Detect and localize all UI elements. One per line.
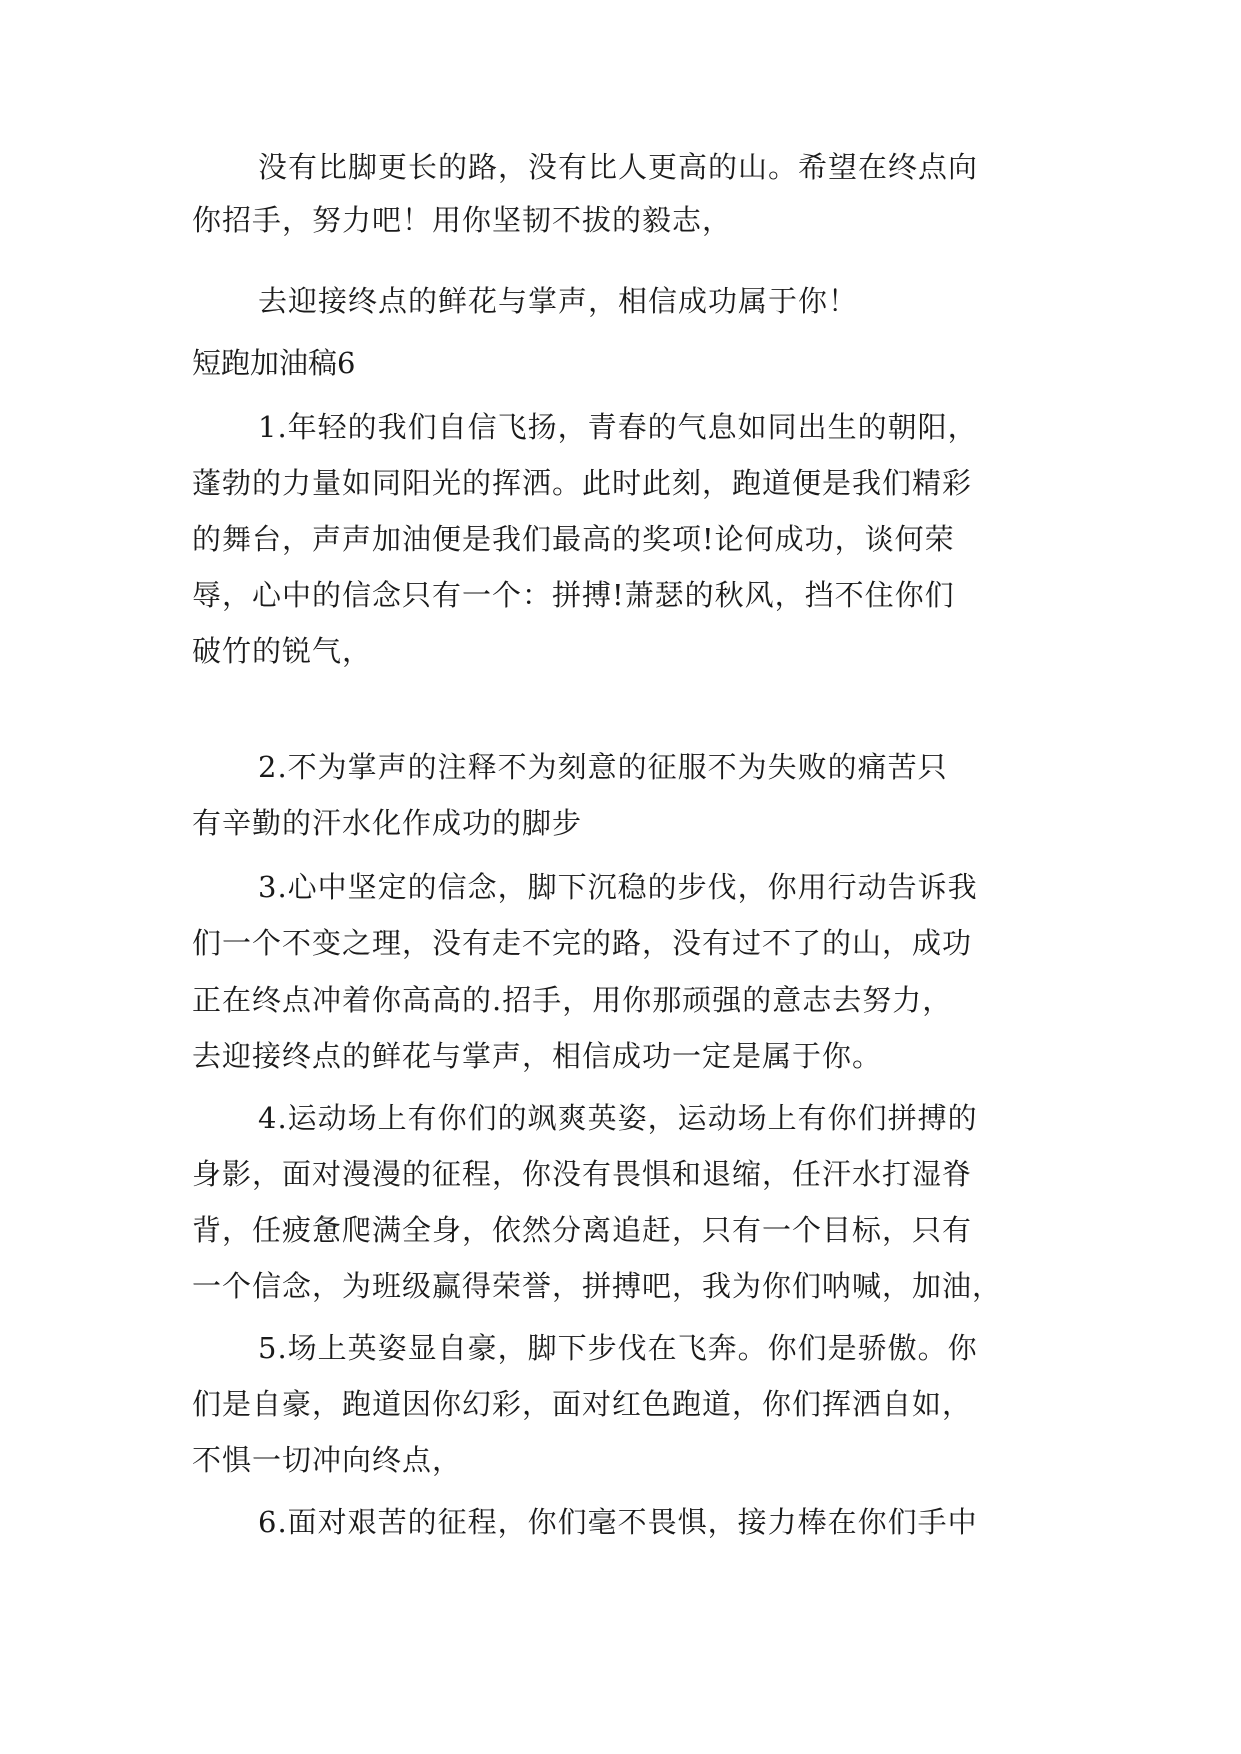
item-1-line-4: 辱，心中的信念只有一个：拼搏!萧瑟的秋风，挡不住你们 — [192, 578, 955, 612]
item-2-line-2: 有辛勤的汗水化作成功的脚步 — [192, 806, 583, 840]
intro-paragraph-2: 去迎接终点的鲜花与掌声，相信成功属于你！ — [258, 284, 859, 318]
section-title: 短跑加油稿6 — [192, 346, 356, 380]
item-1-line-2: 蓬勃的力量如同阳光的挥洒。此时此刻，跑道便是我们精彩 — [192, 466, 973, 500]
item-3-line-4: 去迎接终点的鲜花与掌声，相信成功一定是属于你。 — [192, 1039, 883, 1073]
item-3-line-2: 们一个不变之理，没有走不完的路，没有过不了的山，成功 — [192, 926, 973, 960]
item-3-line-1: 3.心中坚定的信念，脚下沉稳的步伐，你用行动告诉我 — [258, 870, 978, 904]
item-4-line-1: 4.运动场上有你们的飒爽英姿，运动场上有你们拼搏的 — [258, 1101, 978, 1135]
item-1-line-5: 破竹的锐气， — [192, 634, 373, 668]
intro-p1-line-2: 你招手，努力吧！用你坚韧不拔的毅志， — [192, 203, 733, 237]
intro-p1-line-1: 没有比脚更长的路，没有比人更高的山。希望在终点向 — [258, 150, 979, 184]
item-2-line-1: 2.不为掌声的注释不为刻意的征服不为失败的痛苦只 — [258, 750, 948, 784]
item-6-line-1: 6.面对艰苦的征程，你们毫不畏惧，接力棒在你们手中 — [258, 1505, 978, 1539]
item-4-line-2: 身影，面对漫漫的征程，你没有畏惧和退缩，任汗水打湿脊 — [192, 1157, 973, 1191]
item-5-line-2: 们是自豪，跑道因你幻彩，面对红色跑道，你们挥洒自如， — [192, 1387, 973, 1421]
item-4-line-3: 背，任疲惫爬满全身，依然分离追赶，只有一个目标，只有 — [192, 1213, 973, 1247]
item-1-line-3: 的舞台，声声加油便是我们最高的奖项!论何成功，谈何荣 — [192, 522, 955, 556]
item-3-line-3: 正在终点冲着你高高的.招手，用你那顽强的意志去努力， — [192, 983, 953, 1017]
item-5-line-1: 5.场上英姿显自豪，脚下步伐在飞奔。你们是骄傲。你 — [258, 1331, 978, 1365]
item-5-line-3: 不惧一切冲向终点， — [192, 1443, 463, 1477]
item-1-line-1: 1.年轻的我们自信飞扬，青春的气息如同出生的朝阳， — [258, 410, 978, 444]
item-4-line-4: 一个信念，为班级赢得荣誉，拼搏吧，我为你们呐喊，加油， — [192, 1269, 1003, 1303]
